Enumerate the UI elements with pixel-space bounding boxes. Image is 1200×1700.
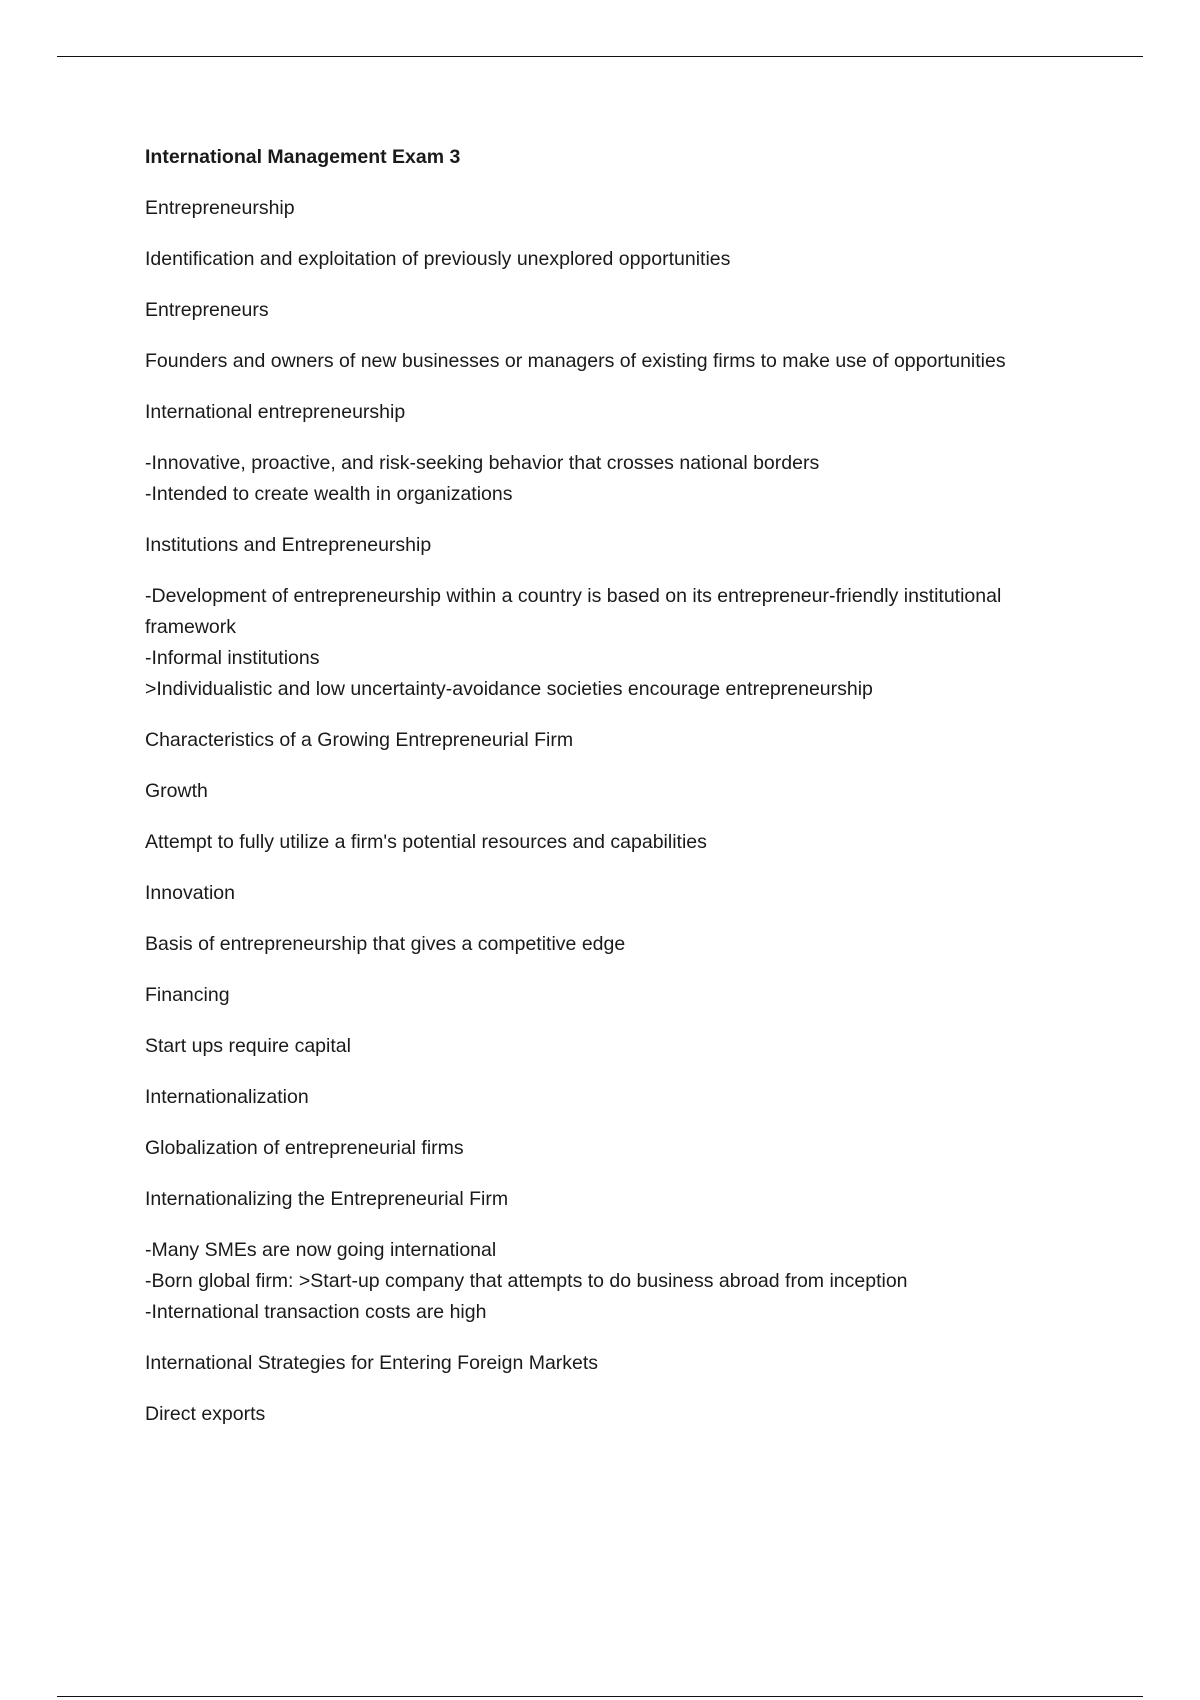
text-line: Institutions and Entrepreneurship <box>145 534 432 556</box>
paragraph <box>145 530 1085 561</box>
paragraph <box>145 1133 1085 1164</box>
document-title: International Management Exam 3 <box>145 146 461 168</box>
paragraph <box>145 448 1085 510</box>
paragraph <box>145 1348 1085 1379</box>
paragraph <box>145 397 1085 428</box>
paragraph <box>145 346 1085 377</box>
text-line: -Informal institutions <box>145 647 320 669</box>
text-line: -Development of entrepreneurship within a country is based on its entrepreneur-friendly institutional framework <box>145 585 1002 638</box>
text-line: -Intended to create wealth in organizations <box>145 483 513 505</box>
text-line: Entrepreneurship <box>145 197 295 219</box>
paragraph <box>145 1031 1085 1062</box>
text-line: Founders and owners of new businesses or managers of existing firms to make use of opportunities <box>145 350 1006 372</box>
bottom-horizontal-rule <box>57 1696 1143 1697</box>
text-line: -Innovative, proactive, and risk-seeking behavior that crosses national borders <box>145 452 820 474</box>
paragraph <box>145 827 1085 858</box>
text-line: Financing <box>145 984 230 1006</box>
document-body <box>145 142 1085 1450</box>
paragraph <box>145 193 1085 224</box>
paragraph <box>145 1184 1085 1215</box>
text-line: Identification and exploitation of previously unexplored opportunities <box>145 248 731 270</box>
paragraph <box>145 1399 1085 1430</box>
text-line: International Strategies for Entering Foreign Markets <box>145 1352 599 1374</box>
paragraph <box>145 980 1085 1011</box>
text-line: Growth <box>145 780 208 802</box>
top-horizontal-rule <box>57 56 1143 57</box>
text-line: Characteristics of a Growing Entrepreneurial Firm <box>145 729 574 751</box>
text-line: Internationalization <box>145 1086 309 1108</box>
text-line: -Born global firm: >Start-up company that attempts to do business abroad from inception <box>145 1270 908 1292</box>
text-line: Globalization of entrepreneurial firms <box>145 1137 464 1159</box>
paragraph <box>145 581 1085 705</box>
paragraph <box>145 929 1085 960</box>
text-line: Entrepreneurs <box>145 299 269 321</box>
text-line: Basis of entrepreneurship that gives a competitive edge <box>145 933 626 955</box>
paragraph <box>145 1082 1085 1113</box>
text-line: -International transaction costs are high <box>145 1301 487 1323</box>
text-line: International entrepreneurship <box>145 401 406 423</box>
text-line: Innovation <box>145 882 235 904</box>
paragraph <box>145 878 1085 909</box>
paragraph-list <box>145 193 1085 1430</box>
paragraph <box>145 295 1085 326</box>
text-line: -Many SMEs are now going international <box>145 1239 497 1261</box>
text-line: Internationalizing the Entrepreneurial Firm <box>145 1188 509 1210</box>
text-line: Direct exports <box>145 1403 266 1425</box>
text-line: Start ups require capital <box>145 1035 351 1057</box>
paragraph <box>145 725 1085 756</box>
text-line: Attempt to fully utilize a firm's potential resources and capabilities <box>145 831 707 853</box>
paragraph <box>145 1235 1085 1328</box>
paragraph <box>145 244 1085 275</box>
paragraph <box>145 776 1085 807</box>
text-line: >Individualistic and low uncertainty-avoidance societies encourage entrepreneurship <box>145 678 873 700</box>
